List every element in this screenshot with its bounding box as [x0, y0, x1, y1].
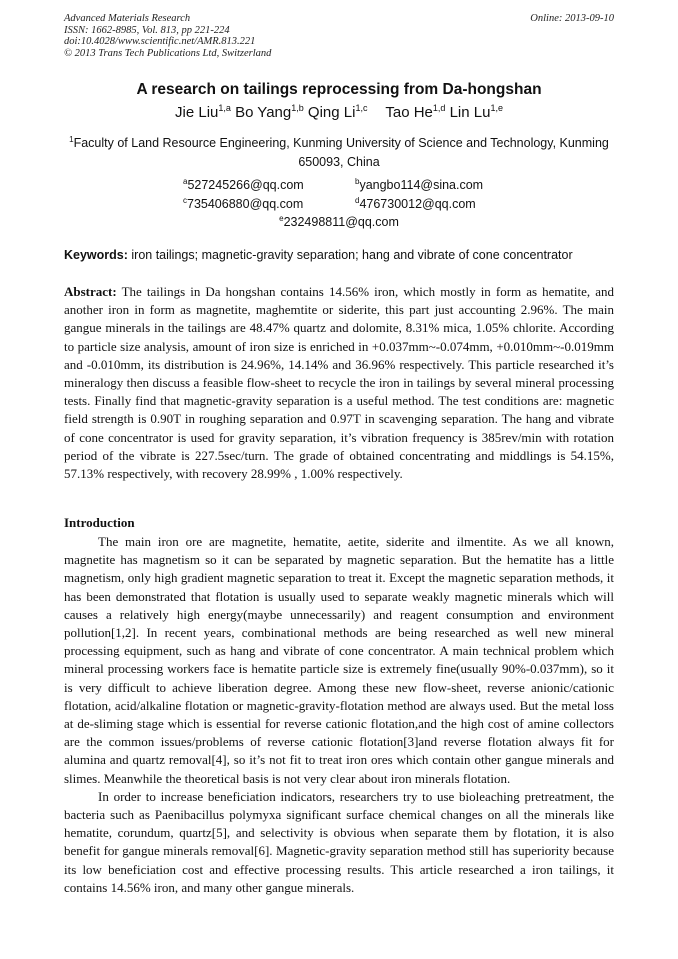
author-name: Lin Lu [449, 104, 491, 121]
affiliation-sup: 1 [69, 135, 74, 144]
author-name: Qing Li [307, 104, 356, 121]
keywords-label: Keywords: [64, 248, 128, 262]
online-date: Online: 2013-09-10 [530, 13, 614, 24]
email-sup: b [355, 177, 360, 186]
paragraph: The main iron ore are magnetite, hematite, aetite, siderite and ilmentite. As we all known, magnetite has magnetism so it can be separated by magnetic separation. But the hematite has a little magnetism, only high gradient magnetic separation to treat it. Except the magnetic separation methods, it has been demonstrated that flotation is usually used to separate weakly magnetic minerals which will causes a relatively high energy(maybe unnecessarily) and reagent consumption and environment pollution[1,2]. In recent years, combinational methods are being researched as well new mineral processing equipment, such as hang and vibrate of cone concentrator. A main technical problem which mineral processing workers face is hematite particle size is extremely fine(usually 90%-0.037mm), so it is very difficult to achieve liberation degree. Among these new flow-sheet, reverse anionic/cationic flotation, acid/alkaline flotation or magnetic-gravity-flotation method are always used. But the metal loss at de-sliming stage which is essential for reverse cationic flotation,and the high cost of amine collectors are the common issues/problems of reverse cationic flotation[3]and reverse flotation always fit for alumina and quartz removal[4], so it’s not fit to treat iron ores which contain other gangue minerals and slimes. Meanwhile the theoretical basis is not very clear about iron minerals flotation. [64, 534, 614, 786]
email-address: 476730012@qq.com [359, 196, 476, 211]
paper-title: A research on tailings reprocessing from Da-hongshan [136, 81, 542, 98]
author-sup: 1,b [291, 103, 304, 113]
abstract-label: Abstract: [64, 284, 117, 299]
author-sup: 1,c [355, 103, 368, 113]
journal-issn: ISSN: 1662-8985, Vol. 813, pp 221-224 [64, 24, 230, 36]
email-address: yangbo114@sina.com [359, 178, 484, 192]
introduction-body [64, 533, 614, 897]
affiliation-text: Faculty of Land Resource Engineering, Kunming University of Science and Technology, Kunming 650093, China [73, 136, 609, 169]
email-sup: e [279, 214, 284, 223]
email-item[interactable] [355, 176, 495, 195]
author-name: Jie Liu [175, 104, 219, 121]
journal-name: Advanced Materials Research [64, 13, 191, 24]
abstract [64, 283, 614, 483]
author-sup: 1,e [490, 103, 503, 113]
email-address: 527245266@qq.com [187, 178, 304, 192]
affiliation [64, 134, 614, 172]
email-item[interactable] [183, 195, 323, 214]
paragraph: In order to increase beneficiation indicators, researchers try to use bioleaching pretreatment, the bacteria such as Paenibacillus polymyxa significant surface chemical changes on all the minerals like hematite, corundum, quartz[5], and selectivity is obvious when separate them by flotation, it is also benefit for gangue minerals removal[6]. Magnetic-gravity separation method still has superiority because its low beneficiation cost and effective processing results. This article researched a iron tailings, it contains 14.56% iron, and many other gangue minerals. [64, 788, 614, 895]
author-name: Bo Yang [235, 104, 292, 121]
keywords-text: iron tailings; magnetic-gravity separation; hang and vibrate of cone concentrator [131, 248, 573, 262]
email-item[interactable] [183, 176, 323, 195]
journal-copyright: © 2013 Trans Tech Publications Ltd, Switzerland [64, 47, 272, 59]
author-list [0, 104, 678, 121]
email-item[interactable] [355, 195, 495, 214]
author-sup: 1,d [432, 103, 446, 113]
email-sup: c [183, 195, 187, 205]
journal-doi[interactable]: doi:10.4028/www.scientific.net/AMR.813.221 [64, 36, 256, 48]
email-address: 232498811@qq.com [283, 215, 399, 229]
section-heading-introduction: Introduction [64, 515, 135, 530]
email-address: 735406880@qq.com [187, 196, 304, 211]
author-name: Tao He [385, 104, 433, 121]
email-sup: a [183, 177, 188, 186]
abstract-text: The tailings in Da hongshan contains 14.56% iron, which mostly in form as hematite, and another iron in form as magnetite, maghemtite or siderite, this part just accounting 2.96%. The main gangue minerals in the tailings are 48.47% quartz and dolomite, 8.31% mica, 1.05% chlorite. According to particle size analysis, amount of iron size is enriched in +0.037mm~-0.074mm, +0.010mm~-0.019mm and -0.010mm, its distribution is 24.96%, 14.14% and 36.96% respectively. This particle researched it’s mineralogy then discuss a feasible flow-sheet to recycle the iron in tailings by several mineral processing tests. Finally find that magnetic-gravity separation is a useful method. The test conditions are: magnetic field strength is 0.90T in roughing separation and 0.97T in scavenging separation. The hang and vibrate of cone concentrator is used for gravity separation, it’s vibration frequency is 385rev/min with rotation period of the vibrate is 227.5sec/turn. The grade of obtained concentrating and middlings is 54.15%, 57.13% respectively, with recovery 28.99% , 1.00% respectively. [64, 284, 614, 482]
email-sup: d [355, 195, 360, 205]
keywords-line [64, 248, 614, 262]
author-sup: 1,a [218, 103, 231, 113]
email-item[interactable] [279, 213, 399, 232]
email-block [0, 176, 678, 232]
journal-header [64, 13, 271, 59]
